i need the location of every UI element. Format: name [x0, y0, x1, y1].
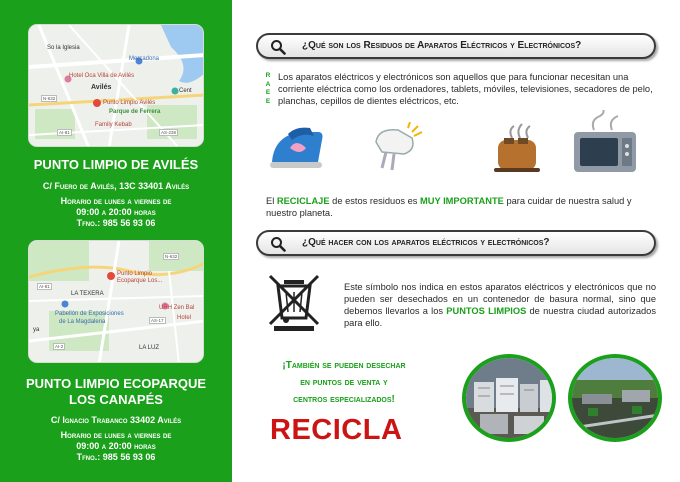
point2-address: C/ Ignacio Trabanco 33402 Avilés — [50, 415, 182, 425]
microwave-icon — [572, 110, 638, 174]
map-label: Pabellón de Exposiciones — [55, 311, 124, 317]
raee-vertical-label — [264, 72, 272, 106]
road-label: N-632 — [43, 96, 56, 101]
map-label: Hotel Oca Villa de Avilés — [69, 73, 135, 79]
road-label: AI-81 — [59, 130, 70, 135]
magnifier-icon — [270, 39, 286, 55]
map-label: Parque de Ferrera — [109, 109, 161, 115]
point2-hours: Horario de lunes a viernes de — [60, 430, 172, 440]
crossed-bin-icon — [266, 272, 322, 332]
raee-letter: A — [265, 80, 271, 88]
toaster-icon — [490, 120, 546, 176]
map-aviles[interactable] — [28, 24, 204, 147]
recycle-note: El RECICLAJE de estos residuos es MUY IMPORTANTE para cuidar de nuestra salud y nuestro planeta. — [266, 196, 632, 218]
important-highlight: MUY IMPORTANTE — [420, 196, 504, 206]
point2-title: PUNTO LIMPIO ECOPARQUE — [25, 376, 207, 391]
map-label: Cent — [179, 88, 192, 94]
road-label: AI-2 — [55, 344, 64, 349]
map-label: Mercadona — [129, 56, 160, 62]
raee-letter: E — [265, 97, 271, 105]
also-line: ¡También se pueden desechar — [282, 360, 406, 371]
symbol-note: Este símbolo nos indica en estos aparatos eléctricos y electrónicos que no pueden ser desechados en un contenedor de basura normal, sino que debemos llevarlos a los PUNTOS LIMPIOS de nuestra ciudad autorizados para ello. — [344, 282, 656, 328]
road-label: AS-238 — [161, 130, 177, 135]
point2-hours-time: 09:00 a 20:00 horas — [76, 441, 156, 451]
mixer-icon — [368, 122, 428, 176]
map-label: ya — [33, 327, 40, 333]
point2-title-2: LOS CANAPÉS — [69, 392, 163, 407]
road-label: AS-17 — [151, 318, 164, 323]
road-label: N-632 — [165, 254, 178, 259]
map-label: Punto Limpio Avilés — [103, 100, 156, 106]
question-2-text: ¿Qué hacer con los aparatos eléctricos y electrónicos? — [302, 237, 550, 248]
appliances-image — [466, 358, 556, 442]
question-1-text: ¿Qué son los Residuos de Aparatos Eléctricos y Electrónicos? — [302, 40, 582, 51]
puntos-limpios-highlight: PUNTOS LIMPIOS — [446, 306, 527, 316]
photo-appliances — [462, 354, 556, 442]
map-label: So la Iglesia — [47, 45, 80, 51]
map-ecoparque[interactable] — [28, 240, 204, 363]
map-label: de La Magdalena — [59, 319, 106, 325]
map-label: Hotel — [177, 315, 192, 321]
map-label: LA LUZ — [139, 345, 160, 351]
sidebar — [0, 0, 232, 482]
also-disposal-text — [244, 357, 444, 408]
point1-title: PUNTO LIMPIO DE AVILÉS — [33, 157, 199, 172]
point1-phone: Tfno.: 985 56 93 06 — [76, 218, 156, 228]
recycle-highlight: RECICLAJE — [276, 196, 330, 206]
map-label: LA TEXERA — [71, 291, 104, 297]
point1-hours: Horario de lunes a viernes de — [60, 196, 172, 206]
also-line: centros especializados! — [293, 394, 395, 405]
map-label: Punto Limpio — [117, 271, 153, 277]
point1-address: C/ Fuero de Avilés, 13C 33401 Avilés — [42, 181, 190, 191]
raee-letter: R — [265, 72, 271, 79]
recicla-heading: RECICLA — [270, 414, 403, 446]
point2-phone: Tfno.: 985 56 93 06 — [76, 452, 156, 462]
raee-letter: E — [265, 89, 271, 96]
map-label: Family Kebab — [95, 122, 132, 128]
also-line: en puntos de venta y — [300, 377, 388, 388]
point1-hours-time: 09:00 a 20:00 horas — [76, 207, 156, 217]
recycling-plant-image — [572, 358, 662, 442]
intro-paragraph: Los aparatos eléctricos y electrónicos son aquellos que para funcionar necesitan una corriente eléctrica como los ordenadores, tablets, móviles, televisiones, secadores de pelo, planchas, cepillos de dientes eléctricos, etc. — [278, 72, 653, 106]
map-label: Ecoparque Los... — [117, 278, 163, 284]
question-bar-2 — [256, 230, 656, 256]
magnifier-icon — [270, 236, 286, 252]
iron-icon — [266, 122, 328, 174]
map-label: URH Zen Bal — [159, 305, 195, 311]
map-label: Avilés — [91, 84, 112, 91]
question-bar-1 — [256, 33, 656, 59]
photo-recycling-plant — [568, 354, 662, 442]
road-label: AI-81 — [39, 284, 50, 289]
